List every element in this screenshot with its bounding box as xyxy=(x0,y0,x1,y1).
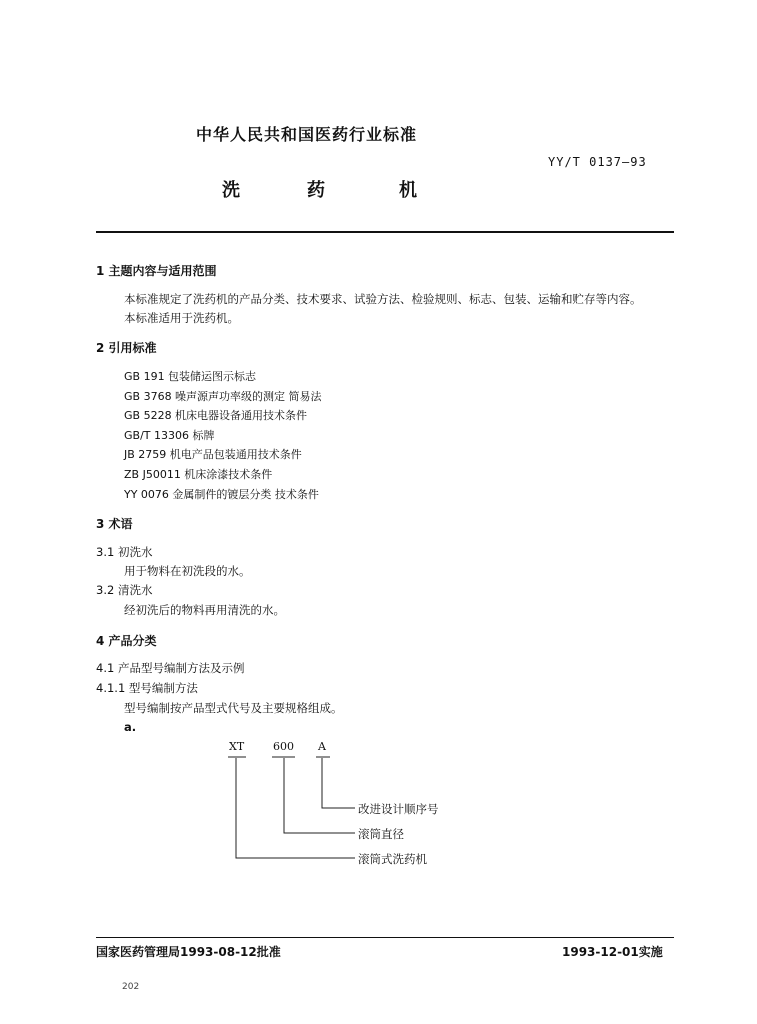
reference-item: YY 0076 金属制件的镀层分类 技术条件 xyxy=(124,488,319,501)
reference-item: GB 3768 噪声源声功率级的测定 简易法 xyxy=(124,390,322,403)
model-code-a: A xyxy=(318,740,326,753)
term-3-1-definition: 用于物料在初洗段的水。 xyxy=(124,564,251,578)
reference-item: GB 5228 机床电器设备通用技术条件 xyxy=(124,409,308,422)
model-code-xt: XT xyxy=(229,740,245,753)
section-3-heading: 3 术语 xyxy=(96,517,133,531)
diagram-label-machine-type: 滚筒式洗药机 xyxy=(358,852,427,866)
footer-divider xyxy=(96,937,674,938)
item-a-label: a. xyxy=(124,720,137,734)
standard-code: YY/T 0137—93 xyxy=(548,155,647,169)
diagram-label-revision: 改进设计顺序号 xyxy=(358,802,439,816)
approval-info: 国家医药管理局1993-08-12批准 xyxy=(96,945,281,959)
page-number: 202 xyxy=(122,982,140,992)
diagram-label-diameter: 滚筒直径 xyxy=(358,827,404,841)
document-title-char: 洗 xyxy=(222,180,240,201)
section-1-heading: 1 主题内容与适用范围 xyxy=(96,264,217,278)
diagram-connector-600 xyxy=(284,758,355,833)
reference-item: ZB J50011 机床涂漆技术条件 xyxy=(124,468,273,481)
subsection-4-1-1: 4.1.1 型号编制方法 xyxy=(96,681,198,695)
implementation-date: 1993-12-01实施 xyxy=(562,945,663,959)
diagram-connector-a xyxy=(322,758,355,808)
model-code-600: 600 xyxy=(273,740,294,753)
section-4-heading: 4 产品分类 xyxy=(96,634,157,648)
term-3-2-definition: 经初洗后的物料再用清洗的水。 xyxy=(124,603,285,617)
document-title-char: 机 xyxy=(399,180,417,201)
standard-title: 中华人民共和国医药行业标准 xyxy=(196,125,418,144)
section-2-heading: 2 引用标准 xyxy=(96,341,157,355)
reference-item: GB 191 包装储运图示标志 xyxy=(124,370,257,383)
section-1-paragraph: 本标准适用于洗药机。 xyxy=(124,311,239,325)
section-1-paragraph: 本标准规定了洗药机的产品分类、技术要求、试验方法、检验规则、标志、包装、运输和贮存等内容。 xyxy=(124,292,642,306)
document-title-char: 药 xyxy=(307,180,325,201)
reference-item: GB/T 13306 标牌 xyxy=(124,429,215,442)
term-3-2-title: 3.2 清洗水 xyxy=(96,583,153,597)
subsection-4-1: 4.1 产品型号编制方法及示例 xyxy=(96,661,245,675)
reference-item: JB 2759 机电产品包装通用技术条件 xyxy=(124,448,302,461)
section-4-paragraph: 型号编制按产品型式代号及主要规格组成。 xyxy=(124,701,343,715)
term-3-1-title: 3.1 初洗水 xyxy=(96,545,153,559)
